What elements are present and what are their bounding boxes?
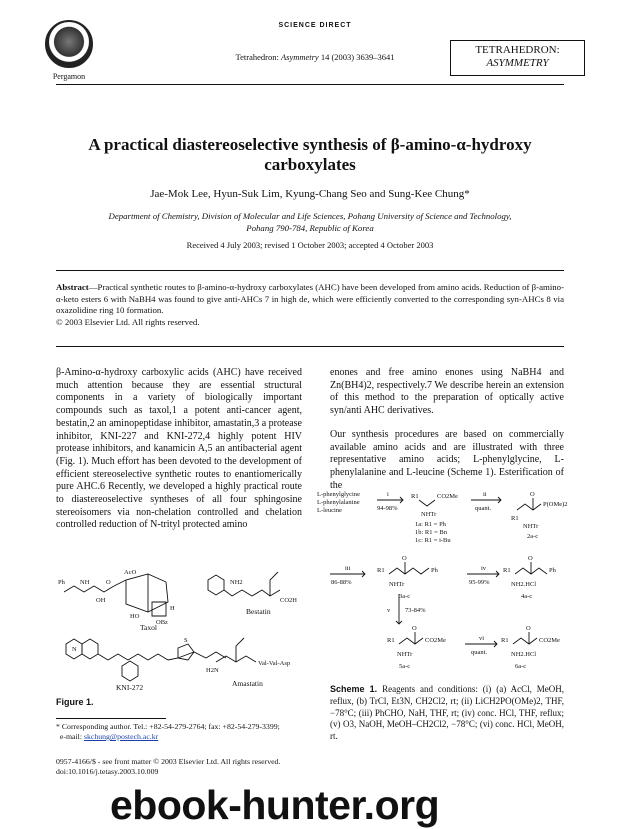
scheme-nhtr-c: NHTr <box>389 581 405 588</box>
affiliation <box>70 210 550 234</box>
scheme-co2me-e: CO2Me <box>425 637 446 644</box>
scheme-nh2hcl-f: NH2.HCl <box>511 651 537 658</box>
step-iv-yield: 95-99% <box>469 579 490 586</box>
body-right-paragraph-1: enones and free amino enones using NaBH4 and Zn(BH4)2, respectively.7 We describe herein an extension of this method to the preparation of optically active syn/anti AHC derivatives. <box>330 367 564 417</box>
ester-skeleton <box>419 500 435 506</box>
step-iii-yield: 86-88% <box>331 579 352 586</box>
header-rule <box>56 84 564 85</box>
article-dates: Received 4 July 2003; revised 1 October 2003; accepted 4 October 2003 <box>186 240 434 250</box>
doi-line: doi:10.1016/j.tetasy.2003.10.009 <box>56 767 159 776</box>
step-iv-label: iv <box>481 565 487 572</box>
scheme-r1-f: R1 <box>501 637 509 644</box>
fig1-name-kni272: KNI-272 <box>116 683 144 692</box>
authors: Jae-Mok Lee, Hyun-Suk Lim, Kyung-Chang Seo and Sung-Kee Chung* <box>150 188 470 200</box>
step-vi-label: vi <box>479 635 485 642</box>
fig1-atom-nh: NH <box>80 579 90 586</box>
scheme-o-f: O <box>526 625 531 632</box>
scheme-r1-c: R1 <box>377 567 385 574</box>
scheme-nhtr-a: NHTr <box>421 511 437 518</box>
affiliation-line1: Department of Chemistry, Division of Molecular and Life Sciences, Pohang University of Science and Technology, <box>108 211 512 221</box>
citation-suffix: 14 (2003) 3639–3641 <box>318 52 395 62</box>
step-iii-label: iii <box>345 565 351 572</box>
amine-ketoester-skeleton <box>513 638 537 644</box>
citation-prefix: Tetrahedron: <box>235 52 281 62</box>
step-ii-yield: quant. <box>475 505 492 512</box>
scheme-co2me-a: CO2Me <box>437 493 458 500</box>
label-3ac: 3a-c <box>399 593 411 600</box>
email-link[interactable]: skchung@postech.ac.kr <box>83 732 159 741</box>
journal-citation <box>205 52 425 62</box>
scheme-ph-d: Ph <box>549 567 556 574</box>
journal-line2: ASYMMETRY <box>486 57 549 69</box>
fig1-name-amastatin: Amastatin <box>232 679 263 688</box>
kni-phenyl-ring <box>122 661 138 681</box>
scheme1-caption-label: Scheme 1. <box>330 684 378 694</box>
step-ii-label: ii <box>483 491 487 498</box>
enone-skeleton <box>389 568 429 574</box>
bestatin-phenyl-ring <box>208 575 224 595</box>
scheme-ph-c: Ph <box>431 567 438 574</box>
scheme1-diagram <box>315 486 575 680</box>
step-v-label: v <box>387 607 391 614</box>
fig1-atom-obz: OBz <box>156 619 168 626</box>
fig1-atom-h2n: H2N <box>206 667 219 674</box>
journal-line1: TETRAHEDRON: <box>475 44 560 56</box>
fig1-name-taxol: Taxol <box>140 623 157 632</box>
scheme-r1-a: R1 <box>411 493 419 500</box>
taxol-link-bond <box>114 580 126 586</box>
phosphonate-skeleton <box>517 504 541 510</box>
step-i-yield: 94-98% <box>377 505 398 512</box>
label-1c: 1c: R1 = i-Bu <box>415 537 451 544</box>
scheme-o-e: O <box>412 625 417 632</box>
ketoester-skeleton <box>399 638 423 644</box>
fig1-atom-ho: HO <box>130 613 140 620</box>
abstract-label: Abstract <box>56 282 89 292</box>
start-leucine: L-leucine <box>317 507 342 514</box>
figure1-structures <box>56 562 306 692</box>
abstract-top-rule <box>56 270 564 271</box>
kni-backbone <box>98 654 168 660</box>
sciencedirect-logo <box>255 22 375 29</box>
fig1-atom-aco: AcO <box>124 569 137 576</box>
fig1-atom-nh2: NH2 <box>230 579 243 586</box>
label-5ac: 5a-c <box>399 663 411 670</box>
body-left-paragraph: β-Amino-α-hydroxy carboxylic acids (AHC) have received much attention because they are essential structural components in a variety of biologically important compounds such as taxol,1 a potent anti-cancer agent, bestatin,2 an aminopeptidase inhibitor, amastatin,3 a protease inhibitor, KNI-227 and KNI-272,4 highly potent HIV protease inhibitors, and kanamicin A,5 an antibacterial agent (Fig. 1). Much effort has been devoted to the development of efficient stereoselective synthetic routes to enantiomerically pure AHC.6 Recently, we developed a highly practical route to diastereoselective syntheses of all four sphingosine stereoisomers via non-chelation controlled and chelation controlled reduction of N-trityl protected amino <box>56 367 302 531</box>
label-1a: 1a: R1 = Ph <box>415 521 446 528</box>
scheme1-caption-text: Reagents and conditions: (i) (a) AcCl, MeOH, reflux, (b) TrCl, Et3N, CH2Cl2, rt; (ii) LiCH2PO(OMe)2, THF, −78°C; (iii) PhCHO, NaH, THF, rt; (iv) conc. HCl, THF, reflux; (v) O3, NaOH, MeOH–CH2Cl2, −78°C; (vi) conc. HCl, MeOH, rt. <box>330 684 564 742</box>
step-i-label: i <box>387 491 389 498</box>
journal-box <box>450 40 585 76</box>
label-4ac: 4a-c <box>521 593 533 600</box>
fig1-atom-oh: OH <box>96 597 106 604</box>
taxol-core-ring <box>126 574 168 612</box>
footnote-rule <box>56 718 166 719</box>
label-2ac: 2a-c <box>527 533 539 540</box>
scheme-o-d: O <box>528 555 533 562</box>
start-phenylglycine: L-phenylglycine <box>317 491 360 498</box>
body-right-paragraph-2: Our synthesis procedures are based on commercially available amino acids and are illustrated with three representative amino acids; L-phenylglycine, L-phenylalanine and L-leucine (Scheme 1). Esterification of the <box>330 429 564 491</box>
scheme-co2me-f: CO2Me <box>539 637 560 644</box>
taxol-chain <box>64 586 114 592</box>
scheme-o-a: O <box>530 491 535 498</box>
start-phenylalanine: L-phenylalanine <box>317 499 360 506</box>
issn-line: 0957-4166/$ - see front matter © 2003 Elsevier Ltd. All rights reserved. <box>56 757 281 766</box>
watermark: ebook-hunter.org <box>110 782 440 828</box>
front-matter <box>56 757 356 777</box>
corresponding-contact: * Corresponding author. Tel.: +82-54-279-2764; fax: +82-54-279-3399; <box>56 722 280 731</box>
step-v-yield: 73-84% <box>405 607 426 614</box>
scheme-pome: P(OMe)2 <box>543 501 568 508</box>
label-1b: 1b: R1 = Bn <box>415 529 448 536</box>
article-title <box>56 135 564 175</box>
kni-quinoline-ring-b <box>82 639 98 659</box>
email-label: e-mail: <box>59 732 84 741</box>
publisher-logo <box>34 20 104 81</box>
fig1-name-bestatin: Bestatin <box>246 607 271 616</box>
fig1-atom-val: Val-Val-Asp <box>258 660 291 667</box>
abstract-text: —Practical synthetic routes to β-amino-α-hydroxy carboxylates (AHC) have been developed from amino acids. Reduction of β-amino-α-keto esters 6 with NaBH4 was found to give anti-AHCs 7 in high de, which were efficiently converted to the corresponding syn-AHCs 8 via oxazolidine ring 10 formation. <box>56 282 565 315</box>
corresponding-footnote <box>56 722 306 742</box>
kni-thiazolidine <box>178 644 194 660</box>
affiliation-line2: Pohang 790-784, Republic of Korea <box>246 223 374 233</box>
bestatin-chain <box>224 590 280 596</box>
title-line1: A practical diastereoselective synthesis of β-amino-α-hydroxy <box>88 135 532 154</box>
fig1-atom-n: N <box>72 646 77 653</box>
title-line2: carboxylates <box>264 155 356 174</box>
scheme-r1-d: R1 <box>503 567 511 574</box>
abstract-copyright: © 2003 Elsevier Ltd. All rights reserved. <box>56 316 200 327</box>
abstract-bottom-rule <box>56 346 564 347</box>
scheme-r1-b: R1 <box>511 515 519 522</box>
scheme-nhtr-b: NHTr <box>523 523 539 530</box>
corresponding-email-line <box>56 732 306 742</box>
scheme-r1-e: R1 <box>387 637 395 644</box>
scheme-nh2hcl-d: NH2.HCl <box>511 581 537 588</box>
kni-tail <box>168 652 226 660</box>
fig1-atom-co2h: CO2H <box>280 597 297 604</box>
publisher-seal-icon <box>45 20 93 68</box>
citation-journal: Asymmetry <box>280 52 319 62</box>
sciencedirect-logo-text: SCIENCE DIRECT <box>278 22 352 29</box>
label-6ac: 6a-c <box>515 663 527 670</box>
fig1-atom-s: S <box>184 637 188 644</box>
figure1-caption: Figure 1. <box>56 697 94 707</box>
step-vi-yield: quant. <box>471 649 488 656</box>
fig1-atom-ph: Ph <box>58 579 65 586</box>
fig1-atom-h: H <box>170 605 175 612</box>
scheme-nhtr-e: NHTr <box>397 651 413 658</box>
fig1-atom-o: O <box>106 579 111 586</box>
publisher-name: Pergamon <box>52 72 86 81</box>
abstract <box>56 282 564 328</box>
scheme-o-c: O <box>402 555 407 562</box>
scheme1-caption <box>330 684 564 743</box>
